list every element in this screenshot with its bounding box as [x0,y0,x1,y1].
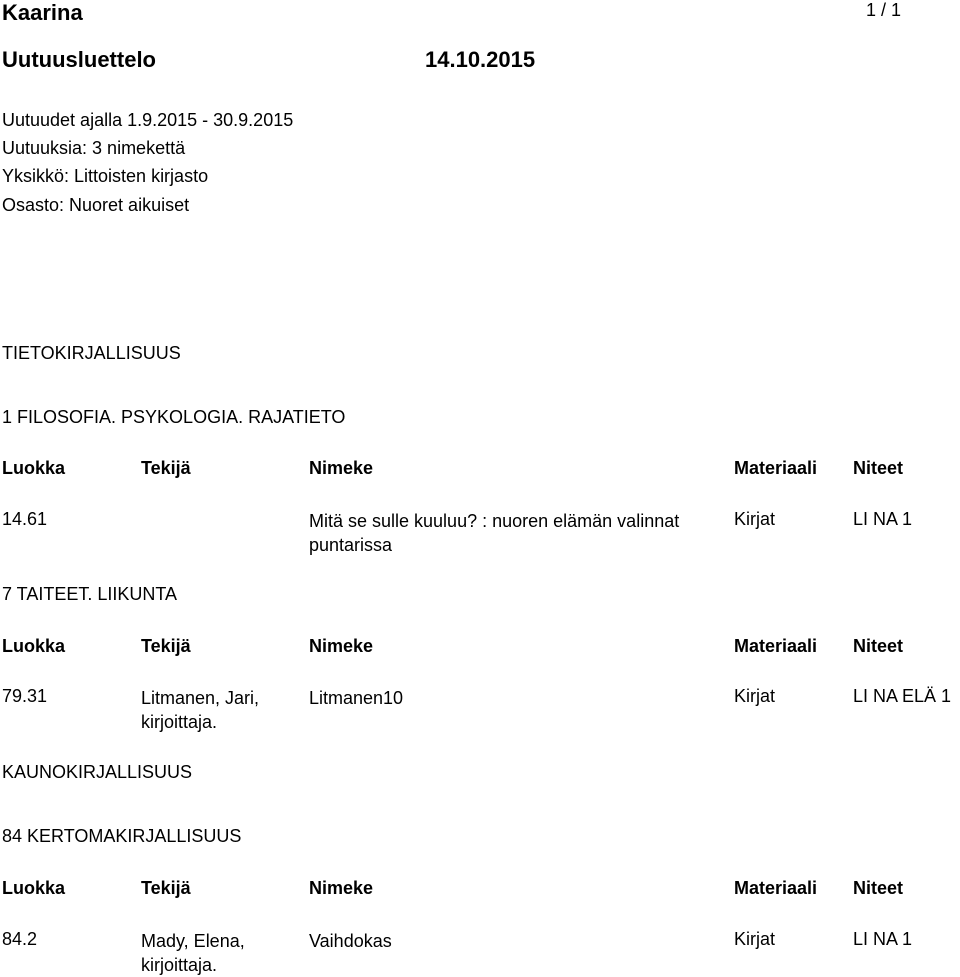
row-material: Kirjat [734,509,776,529]
row-copies: LI NA ELÄ 1 [853,686,952,706]
report-date: 14.10.2015 [425,47,536,72]
row-author: Mady, Elena, kirjoittaja. [141,931,245,975]
column-header-author: Tekijä [141,878,191,898]
column-header-class: Luokka [2,636,66,656]
row-material: Kirjat [734,686,776,706]
info-unit: Yksikkö: Littoisten kirjasto [2,166,209,186]
section-heading: TIETOKIRJALLISUUS [2,343,181,363]
row-class: 84.2 [2,929,38,949]
info-count: Uutuuksia: 3 nimekettä [2,138,186,158]
column-header-copies: Niteet [853,878,904,898]
page-number: 1 / 1 [866,0,902,20]
column-header-material: Materiaali [734,636,818,656]
row-author: Litmanen, Jari, kirjoittaja. [141,688,260,732]
column-header-class: Luokka [2,458,66,478]
row-copies: LI NA 1 [853,929,913,949]
column-header-material: Materiaali [734,458,818,478]
row-class: 79.31 [2,686,48,706]
group-heading: 7 TAITEET. LIIKUNTA [2,584,178,604]
library-name: Kaarina [2,0,83,25]
section-heading: KAUNOKIRJALLISUUS [2,762,193,782]
column-header-title: Nimeke [309,878,374,898]
column-header-author: Tekijä [141,458,191,478]
group-heading: 1 FILOSOFIA. PSYKOLOGIA. RAJATIETO [2,407,346,427]
column-header-copies: Niteet [853,636,904,656]
column-header-copies: Niteet [853,458,904,478]
group-heading: 84 KERTOMAKIRJALLISUUS [2,826,242,846]
column-header-class: Luokka [2,878,66,898]
row-title: Mitä se sulle kuuluu? : nuoren elämän valinnat puntarissa [309,511,680,555]
info-period: Uutuudet ajalla 1.9.2015 - 30.9.2015 [2,110,294,130]
row-title: Litmanen10 [309,688,404,708]
row-title: Vaihdokas [309,931,392,951]
column-header-title: Nimeke [309,636,374,656]
column-header-material: Materiaali [734,878,818,898]
row-class: 14.61 [2,509,48,529]
column-header-title: Nimeke [309,458,374,478]
column-header-author: Tekijä [141,636,191,656]
report-title: Uutuusluettelo [2,47,156,72]
row-copies: LI NA 1 [853,509,913,529]
info-department: Osasto: Nuoret aikuiset [2,195,190,215]
row-material: Kirjat [734,929,776,949]
